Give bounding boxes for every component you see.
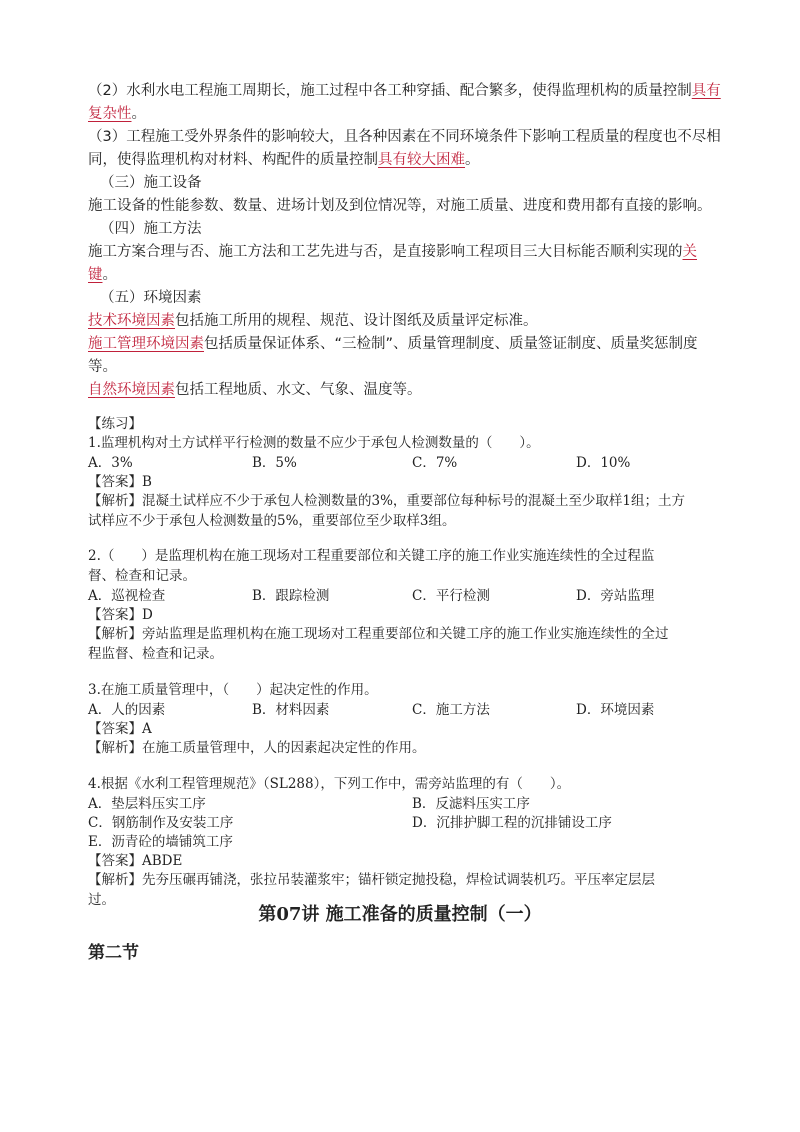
q2-option-d: D．旁站监理 — [576, 588, 655, 604]
para-3-line1: （3）工程施工受外界条件的影响较大，且各种因素在不同环境条件下影响工程质量的程度也不尽相 — [88, 129, 721, 145]
q4-option-b: B．反滤料压实工序 — [412, 796, 530, 812]
highlight-text: 自然环境因素 — [88, 382, 175, 398]
q1-option-a: A．3% — [88, 455, 133, 471]
section-heading: 第二节 — [88, 943, 139, 963]
q2-question-line2: 督、检查和记录。 — [88, 568, 196, 584]
highlight-text: 施工管理环境因素 — [88, 336, 204, 352]
highlight-text: 技术环境因素 — [88, 313, 175, 329]
q4-answer: 【答案】ABDE — [88, 853, 183, 869]
q2-option-b: B．跟踪检测 — [252, 588, 330, 604]
para-env-technical: 技术环境因素包括施工所用的规程、规范、设计图纸及质量评定标准。 — [88, 313, 538, 329]
q3-answer: 【答案】A — [88, 721, 152, 737]
para-method-line2: 键。 — [88, 267, 117, 283]
para-equipment: 施工设备的性能参数、数量、进场计划及到位情况等，对施工质量、进度和费用都有直接的影响。 — [88, 198, 712, 214]
q2-explain-line2: 程监督、检查和记录。 — [88, 646, 223, 662]
heading-environment: （五）环境因素 — [100, 290, 202, 306]
highlight-text: 具有 — [691, 83, 721, 99]
q3-option-d: D．环境因素 — [576, 702, 655, 718]
q2-option-a: A．巡视检查 — [88, 588, 166, 604]
lecture-title: 第07讲 施工准备的质量控制（一） — [258, 904, 542, 925]
para-2-line1: （2）水利水电工程施工周期长，施工过程中各工种穿插、配合繁多，使得监理机构的质量控制具有 — [88, 83, 721, 99]
para-env-management: 施工管理环境因素包括质量保证体系、“三检制”、质量管理制度、质量签证制度、质量奖惩制度 — [88, 336, 698, 352]
q3-question: 3.在施工质量管理中，（ ）起决定性的作用。 — [88, 682, 378, 698]
q1-question: 1.监理机构对土方试样平行检测的数量不应少于承包人检测数量的（ ）。 — [88, 435, 540, 451]
q4-option-a: A．垫层料压实工序 — [88, 796, 206, 812]
highlight-text: 关 — [682, 244, 697, 260]
q1-option-c: C．7% — [412, 455, 458, 471]
q1-explain-line1: 【解析】混凝土试样应不少于承包人检测数量的3%，重要部位每种标号的混凝土至少取样1组；土方 — [88, 493, 686, 509]
q2-answer: 【答案】D — [88, 607, 153, 623]
q1-option-d: D．10% — [576, 455, 631, 471]
heading-method: （四）施工方法 — [100, 221, 202, 237]
q2-explain-line1: 【解析】旁站监理是监理机构在施工现场对工程重要部位和关键工序的施工作业实施连续性的全过 — [88, 626, 669, 642]
q4-question: 4.根据《水利工程管理规范》（SL288），下列工作中，需旁站监理的有（ ）。 — [88, 776, 571, 792]
q4-option-e: E．沥青砼的墙铺筑工序 — [88, 834, 233, 850]
q3-option-b: B．材料因素 — [252, 702, 330, 718]
q4-explain-line2: 过。 — [88, 892, 115, 908]
highlight-text: 复杂性 — [88, 106, 132, 122]
q3-option-c: C．施工方法 — [412, 702, 490, 718]
q4-explain-line1: 【解析】先夯压碾再铺浇，张拉吊装灌浆牢；锚杆锁定抛投稳，焊检试调装机巧。平压率定层层 — [88, 872, 655, 888]
para-3-line2: 同，使得监理机构对材料、构配件的质量控制具有较大困难。 — [88, 152, 480, 168]
q2-question-line1: 2.（ ）是监理机构在施工现场对工程重要部位和关键工序的施工作业实施连续性的全过程监 — [88, 548, 655, 564]
para-env-natural: 自然环境因素包括工程地质、水文、气象、温度等。 — [88, 382, 422, 398]
q4-option-c: C．钢筋制作及安装工序 — [88, 815, 234, 831]
q1-explain-line2: 试样应不少于承包人检测数量的5%，重要部位至少取样3组。 — [88, 513, 456, 529]
para-2-line2: 复杂性。 — [88, 106, 146, 122]
q1-answer: 【答案】B — [88, 474, 152, 490]
q4-option-d: D．沉排护脚工程的沉排铺设工序 — [412, 815, 612, 831]
q1-option-b: B．5% — [252, 455, 297, 471]
para-method-line1: 施工方案合理与否、施工方法和工艺先进与否，是直接影响工程项目三大目标能否顺利实现的关 — [88, 244, 697, 260]
practice-heading: 【练习】 — [88, 416, 142, 432]
q3-option-a: A．人的因素 — [88, 702, 166, 718]
para-env-management-cont: 等。 — [88, 359, 117, 375]
heading-equipment: （三）施工设备 — [100, 175, 202, 191]
q3-explain: 【解析】在施工质量管理中，人的因素起决定性的作用。 — [88, 740, 426, 756]
highlight-text: 具有较大困难 — [378, 152, 465, 168]
highlight-text: 键 — [88, 267, 103, 283]
q2-option-c: C．平行检测 — [412, 588, 490, 604]
